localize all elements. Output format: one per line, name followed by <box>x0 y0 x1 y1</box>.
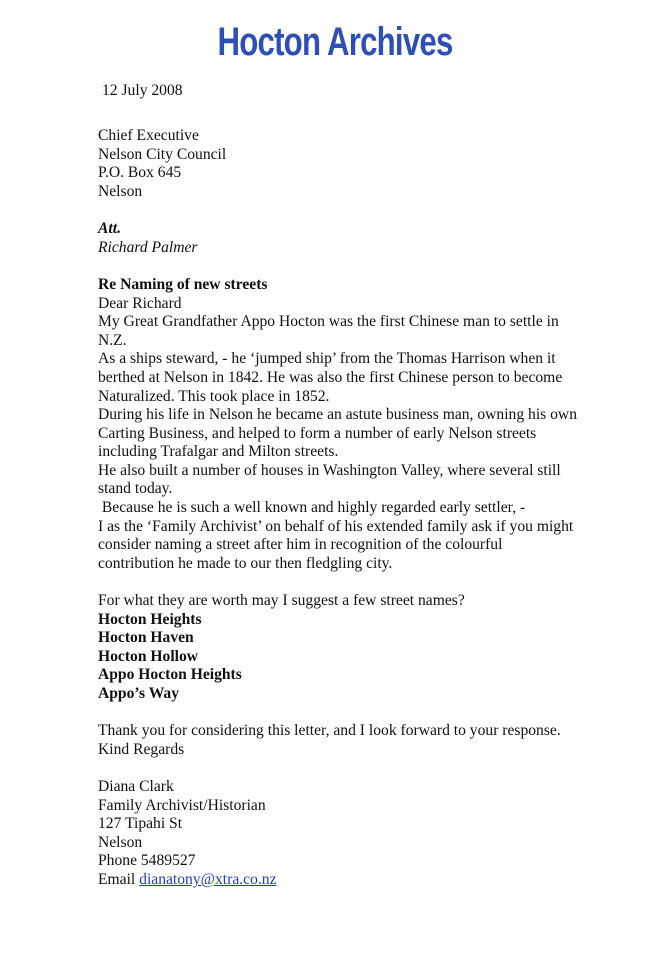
subject-line: Re Naming of new streets <box>98 275 268 293</box>
email-label: Email <box>98 870 136 888</box>
signature-name: Diana Clark <box>98 777 174 795</box>
body-line: stand today. <box>98 480 173 498</box>
body-line: berthed at Nelson in 1842. He was also the first Chinese person to become <box>98 368 563 386</box>
letter-body <box>98 82 638 890</box>
body-line: N.Z. <box>98 331 127 349</box>
email-link[interactable]: dianatony@xtra.co.nz <box>139 870 277 888</box>
body-line: I as the ‘Family Archivist’ on behalf of his extended family ask if you might <box>98 517 574 535</box>
body-line: contribution he made to our then fledgling city. <box>98 554 393 572</box>
signature-email-row <box>98 871 638 890</box>
body-line: As a ships steward, - he ‘jumped ship’ from the Thomas Harrison when it <box>98 350 556 368</box>
attention-label: Att. <box>98 220 121 238</box>
body-line: Naturalized. This took place in 1852. <box>98 387 330 405</box>
street-name: Appo Hocton Heights <box>98 666 242 684</box>
signature-phone: Phone 5489527 <box>98 852 196 870</box>
body-line: including Trafalgar and Milton streets. <box>98 443 339 461</box>
recipient-line: Chief Executive <box>98 127 199 145</box>
closing: Kind Regards <box>98 740 185 758</box>
street-name: Hocton Hollow <box>98 647 199 665</box>
letter-paragraph <box>98 313 638 573</box>
closing-line: Thank you for considering this letter, and I look forward to your response. <box>98 722 561 740</box>
signature-address: Nelson <box>98 833 143 851</box>
body-line: He also built a number of houses in Washington Valley, where several still <box>98 461 561 479</box>
signature-title: Family Archivist/Historian <box>98 796 266 814</box>
letter-date: 12 July 2008 <box>102 82 183 99</box>
suggestion-intro: For what they are worth may I suggest a few street names? <box>98 592 465 610</box>
body-line: Because he is such a well known and highly regarded early settler, - <box>98 499 526 517</box>
street-name: Appo’s Way <box>98 685 180 702</box>
body-line: Carting Business, and helped to form a number of early Nelson streets <box>98 424 537 442</box>
signature-block <box>98 778 638 890</box>
street-name: Hocton Heights <box>98 610 202 628</box>
letterhead-title: Hocton Archives <box>217 20 453 64</box>
salutation: Dear Richard <box>98 294 182 312</box>
recipient-line: Nelson City Council <box>98 145 227 163</box>
recipient-address <box>98 127 638 201</box>
recipient-line: Nelson <box>98 182 143 200</box>
body-line: During his life in Nelson he became an astute business man, owning his own <box>98 406 577 424</box>
body-line: My Great Grandfather Appo Hocton was the first Chinese man to settle in <box>98 313 559 331</box>
signature-address: 127 Tipahi St <box>98 815 183 833</box>
body-line: consider naming a street after him in recognition of the colourful <box>98 536 503 554</box>
recipient-line: P.O. Box 645 <box>98 164 182 182</box>
attention-name: Richard Palmer <box>98 238 198 256</box>
street-name: Hocton Haven <box>98 629 194 647</box>
street-name-list <box>98 611 638 704</box>
